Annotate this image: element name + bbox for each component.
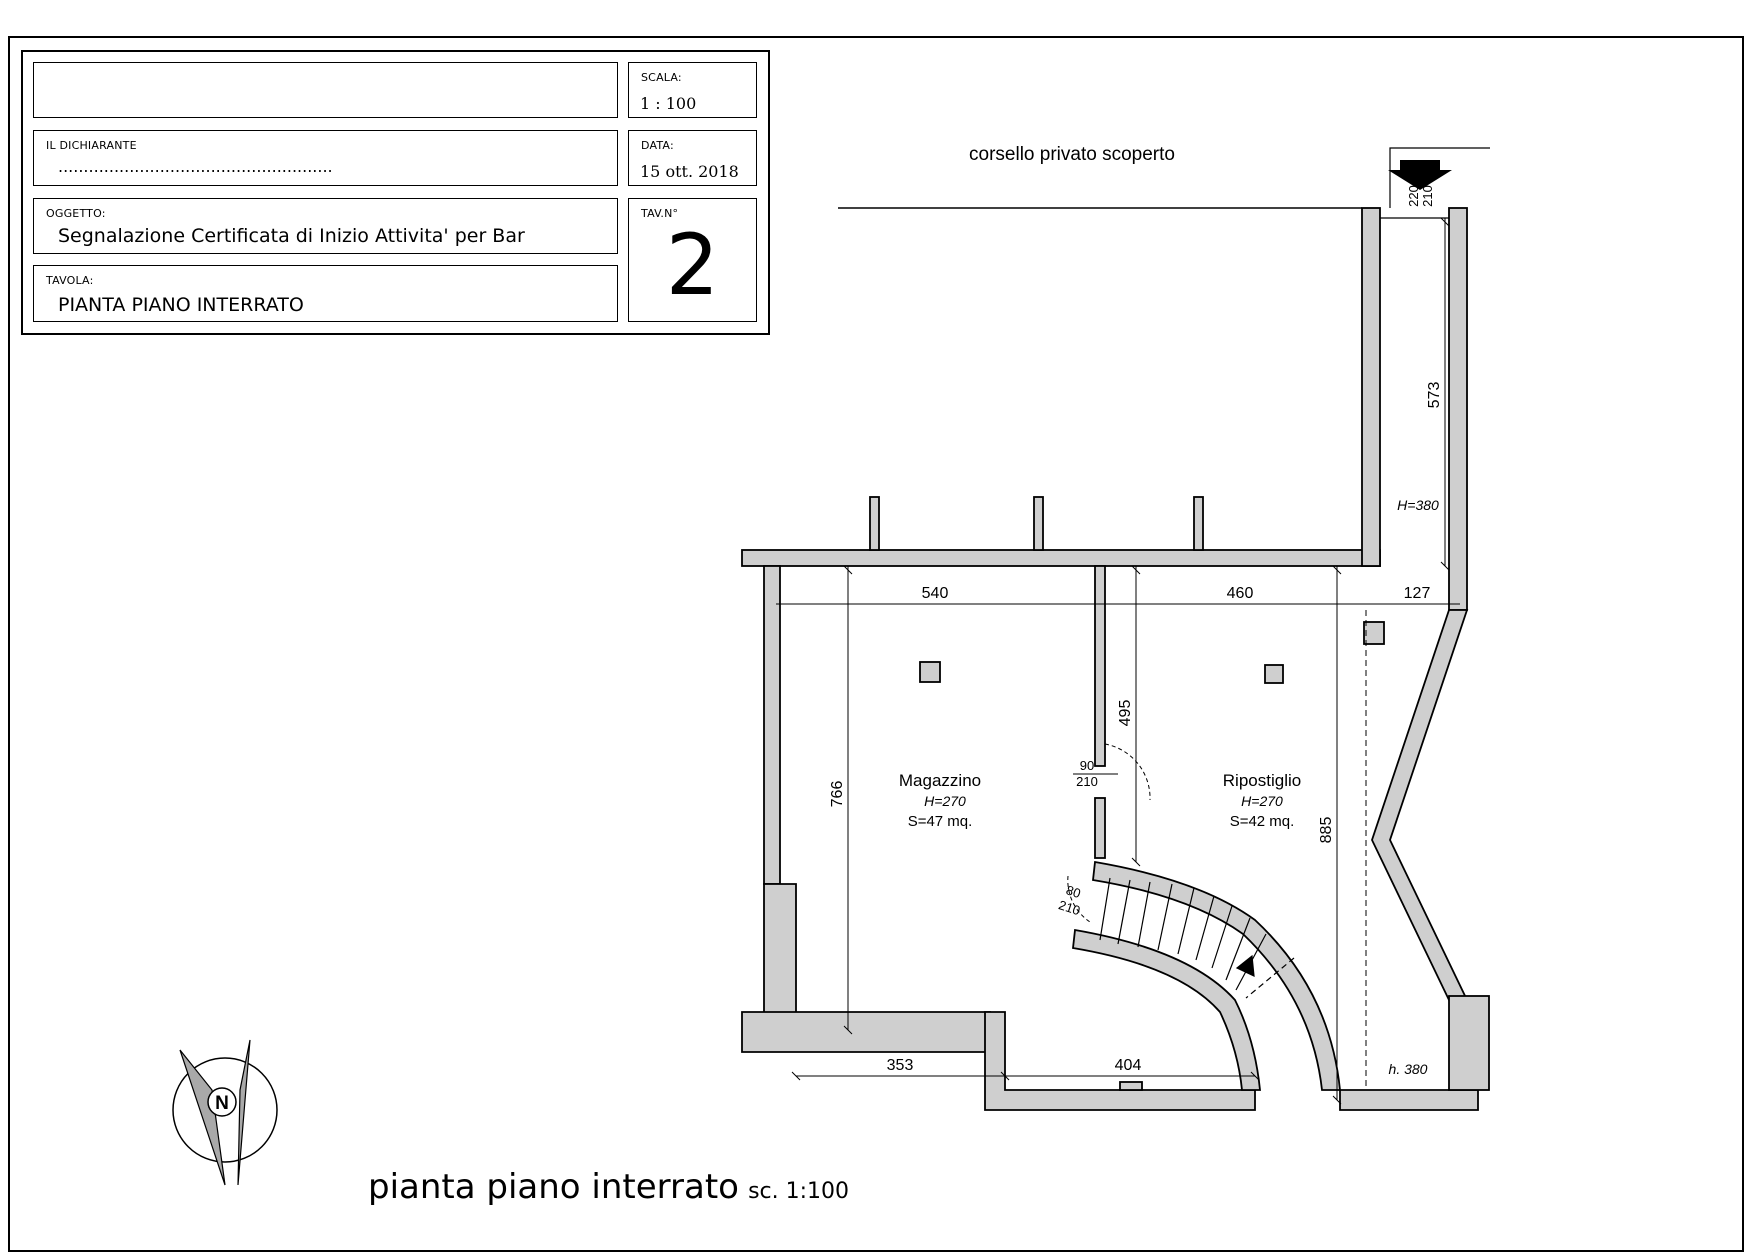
tav-number: 2 <box>665 216 720 314</box>
bottom-wall-right <box>1340 1090 1478 1110</box>
dim-ripostiglio-width: 460 <box>1226 585 1254 602</box>
dichiarante-label: IL DICHIARANTE <box>46 139 137 152</box>
wall-pier <box>1120 1082 1142 1090</box>
door1-width: 90 <box>1079 758 1095 773</box>
column <box>1364 622 1384 644</box>
dim-bottom-right: 404 <box>1114 1057 1142 1074</box>
scala-label: SCALA: <box>641 71 682 84</box>
data-label: DATA: <box>641 139 674 152</box>
dim-corridor-length: 573 <box>1426 381 1443 409</box>
room-magazzino-name: Magazzino <box>898 771 982 790</box>
left-wall <box>764 566 780 884</box>
diagonal-wall <box>1372 610 1467 1000</box>
column <box>920 662 940 682</box>
dim-bottom-left: 353 <box>886 1057 914 1074</box>
door2-width: 80 <box>1064 882 1083 902</box>
plan-scale-text: sc. 1:100 <box>748 1179 850 1204</box>
data-value: 15 ott. 2018 <box>640 162 739 181</box>
dim-magazzino-width: 540 <box>921 585 949 602</box>
column <box>1265 665 1283 683</box>
north-arrow-icon <box>173 1040 277 1185</box>
room-ripostiglio-name: Ripostiglio <box>1222 771 1302 790</box>
room-ripostiglio-area: S=42 mq. <box>1229 813 1295 830</box>
wall-stub <box>1194 497 1203 550</box>
north-label: N <box>215 1093 229 1114</box>
partition-upper <box>1095 566 1105 766</box>
dim-magazzino-depth: 766 <box>829 780 846 808</box>
entrance-door-height: 210 <box>1420 185 1435 207</box>
room-ripostiglio-height: H=270 <box>1241 793 1283 809</box>
dim-partition-length: 495 <box>1117 699 1134 727</box>
room-magazzino-height: H=270 <box>924 793 966 809</box>
oggetto-value: Segnalazione Certificata di Inizio Attivita' per Bar <box>58 225 525 247</box>
stair-outer-wall <box>1093 862 1340 1090</box>
dimension-ticks <box>792 218 1449 1104</box>
corridor-wall-left <box>1362 208 1380 566</box>
room-magazzino-area: S=47 mq. <box>907 813 973 830</box>
partition-lower <box>1095 798 1105 858</box>
oggetto-label: OGGETTO: <box>46 207 106 220</box>
corridor-height: H=380 <box>1397 497 1439 513</box>
door1-height: 210 <box>1076 774 1098 789</box>
dim-ripostiglio-depth: 885 <box>1318 816 1335 844</box>
entrance-door-width: 220 <box>1406 185 1421 207</box>
entrance-outline <box>1380 148 1490 218</box>
wall-stub <box>870 497 879 550</box>
plan-title <box>368 1167 849 1207</box>
corridor-wall-right <box>1449 208 1467 610</box>
stair-inner-wall <box>1073 930 1260 1090</box>
dichiarante-value: ...................................................... <box>58 157 333 176</box>
street-label: corsello privato scoperto <box>969 144 1175 165</box>
top-wall <box>742 550 1380 566</box>
wall-stub <box>1034 497 1043 550</box>
tavola-value: PIANTA PIANO INTERRATO <box>58 294 304 316</box>
tavola-label: TAVOLA: <box>46 274 94 287</box>
tav-label: TAV.N° <box>641 207 679 220</box>
dimension-lines <box>776 218 1460 1100</box>
door2-height: 210 <box>1056 897 1083 919</box>
left-lower-wall <box>742 884 990 1052</box>
corridor-height-low: h. 380 <box>1388 1061 1428 1077</box>
scala-value: 1 : 100 <box>640 94 697 113</box>
dim-corridor-width: 127 <box>1403 585 1431 602</box>
plan-title-text: pianta piano interrato <box>368 1167 739 1207</box>
right-wall <box>1449 996 1489 1090</box>
